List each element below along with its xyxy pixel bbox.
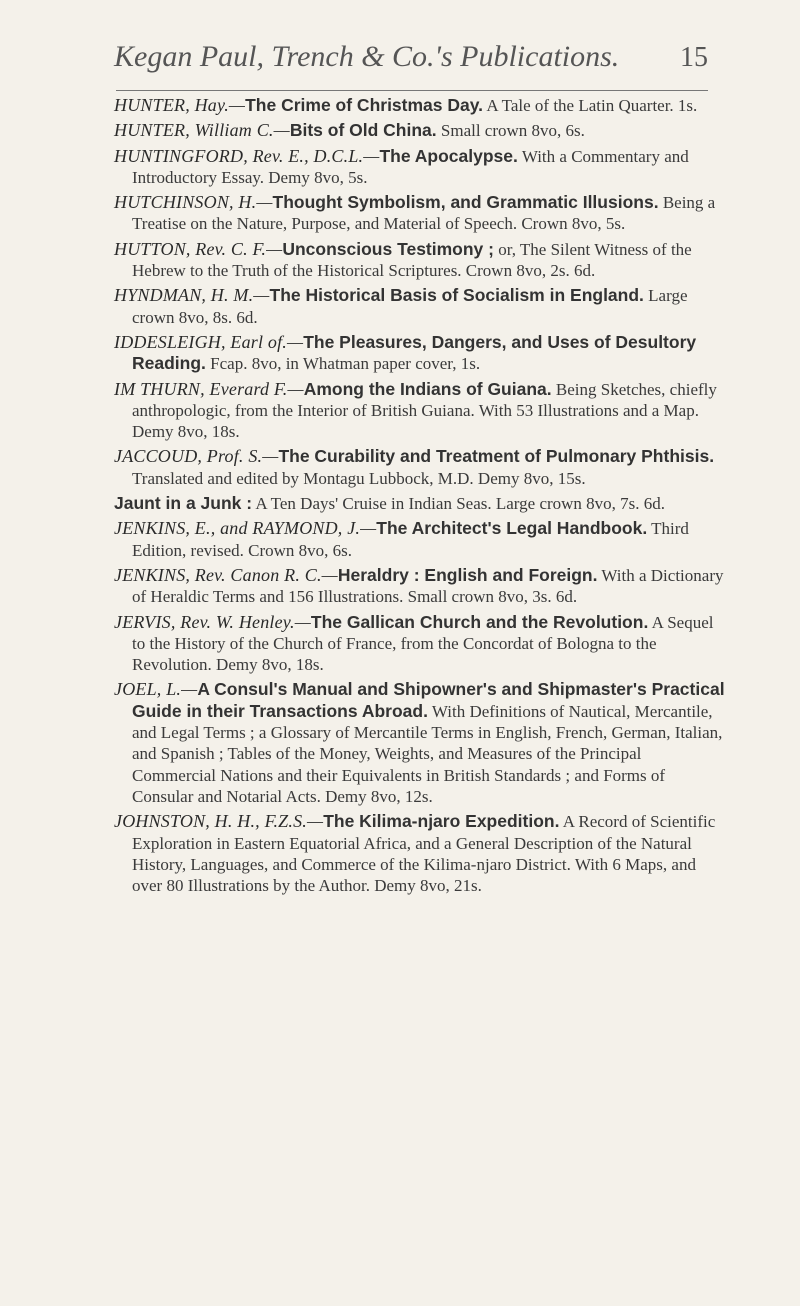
entry-author: HUTCHINSON, H.— — [114, 192, 273, 213]
entry-title: A Consul's Manual and Shipowner's and Shipmaster's Practical Guide in their Transactions Abroad. — [132, 679, 725, 721]
entry-title: The Gallican Church and the Revolution. — [310, 611, 649, 632]
catalogue-entry — [114, 95, 727, 116]
entry-author: IM THURN, Everard F.— — [114, 378, 304, 399]
entry-description: A Tale of the Latin Quarter. 1s. — [483, 96, 698, 115]
entry-title: Unconscious Testimony ; — [282, 238, 494, 259]
entry-author: JERVIS, Rev. W. Henley.— — [114, 611, 311, 632]
catalogue-entries — [114, 95, 727, 900]
entry-author: JACCOUD, Prof. S.— — [114, 446, 279, 467]
entry-author: JOHNSTON, H. H., F.Z.S.— — [114, 811, 324, 832]
entry-description: Being a Treatise on the Nature, Purpose, and Material of Speech. Crown 8vo, 5s. — [132, 193, 716, 234]
entry-description: Fcap. 8vo, in Whatman paper cover, 1s. — [205, 354, 481, 374]
entry-title: The Apocalypse. — [379, 145, 518, 166]
entry-description: Third Edition, revised. Crown 8vo, 6s. — [132, 519, 689, 560]
entry-title: The Historical Basis of Socialism in England. — [269, 285, 644, 306]
entry-author: JENKINS, Rev. Canon R. C.— — [114, 564, 338, 585]
entry-description: With a Dictionary of Heraldic Terms and 156 Illustrations. Small crown 8vo, 3s. 6d. — [132, 565, 724, 607]
entry-title: The Architect's Legal Handbook. — [376, 518, 648, 539]
header-rule — [116, 90, 708, 91]
entry-description: Large crown 8vo, 8s. 6d. — [132, 286, 688, 327]
entry-author: HUNTER, Hay.— — [114, 95, 246, 115]
entry-description: A Sequel to the History of the Church of France, from the Concordat of Bologna to the Revolution. Demy 8vo, 18s. — [132, 612, 714, 675]
entry-title: The Curability and Treatment of Pulmonary Phthisis. — [278, 446, 715, 467]
entry-title: Bits of Old China. — [289, 120, 437, 141]
entry-description: A Ten Days' Cruise in Indian Seas. Large crown 8vo, 7s. 6d. — [252, 494, 666, 514]
catalogue-entry — [114, 612, 727, 676]
entry-author: HUNTER, William C.— — [114, 120, 290, 141]
catalogue-entry — [114, 811, 727, 896]
catalogue-entry — [114, 446, 727, 489]
catalogue-entry — [114, 285, 727, 328]
catalogue-entry — [114, 679, 727, 807]
catalogue-entry — [114, 518, 727, 561]
entry-title: Among the Indians of Guiana. — [303, 378, 552, 399]
entry-title: Thought Symbolism, and Grammatic Illusions. — [272, 192, 659, 213]
catalogue-entry — [114, 332, 727, 375]
entry-author: HUTTON, Rev. C. F.— — [114, 238, 283, 259]
entry-description: or, The Silent Witness of the Hebrew to the Truth of the Historical Scriptures. Crown 8vo, 2s. 6d. — [132, 239, 692, 281]
entry-description: Being Sketches, chiefly anthropologic, from the Interior of British Guiana. With 53 Illustrations and a Map. Demy 8vo, 18s. — [132, 379, 717, 442]
page-number: 15 — [680, 42, 708, 73]
entry-author: HYNDMAN, H. M.— — [114, 285, 270, 306]
entry-author: IDDESLEIGH, Earl of.— — [114, 331, 304, 352]
entry-author: JENKINS, E., and RAYMOND, J.— — [114, 518, 377, 539]
catalogue-entry — [114, 493, 727, 514]
catalogue-entry — [114, 192, 727, 235]
entry-title: Heraldry : English and Foreign. — [337, 564, 598, 585]
catalogue-entry — [114, 120, 727, 141]
entry-title: The Pleasures, Dangers, and Uses of Desultory Reading. — [132, 331, 697, 374]
catalogue-entry — [114, 379, 727, 443]
catalogue-entry — [114, 565, 727, 608]
entry-title: The Kilima-njaro Expedition. — [323, 811, 560, 832]
entry-author: HUNTINGFORD, Rev. E., D.C.L.— — [114, 145, 380, 166]
entry-author: JOEL, L.— — [114, 679, 198, 700]
entry-description: Translated and edited by Montagu Lubbock, M.D. Demy 8vo, 15s. — [132, 468, 586, 488]
catalogue-entry — [114, 239, 727, 282]
running-title: Kegan Paul, Trench & Co.'s Publications. — [114, 40, 620, 73]
entry-description: A Record of Scientific Exploration in Eastern Equatorial Africa, and a General Description of the Natural History, Languages, and Commerce of the Kilima-njaro District. With 6 Maps, and over 80 Illustrations by the Author. Demy 8vo, 21s. — [132, 812, 716, 896]
entry-title: Jaunt in a Junk : — [114, 493, 253, 514]
entry-description: Small crown 8vo, 6s. — [436, 121, 585, 141]
entry-description: With a Commentary and Introductory Essay. Demy 8vo, 5s. — [132, 146, 689, 187]
catalogue-entry — [114, 146, 727, 189]
entry-title: The Crime of Christmas Day. — [245, 95, 484, 115]
entry-description: With Definitions of Nautical, Mercantile, and Legal Terms ; a Glossary of Mercantile Terms in English, French, German, Italian, and Spanish ; Tables of the Money, Weights, and Measures of the Principal Commercial Nations and their Equivalents in British Standards ; and Forms of Consular and Notarial Acts. Demy 8vo, 12s. — [132, 701, 723, 806]
running-head — [114, 40, 708, 86]
